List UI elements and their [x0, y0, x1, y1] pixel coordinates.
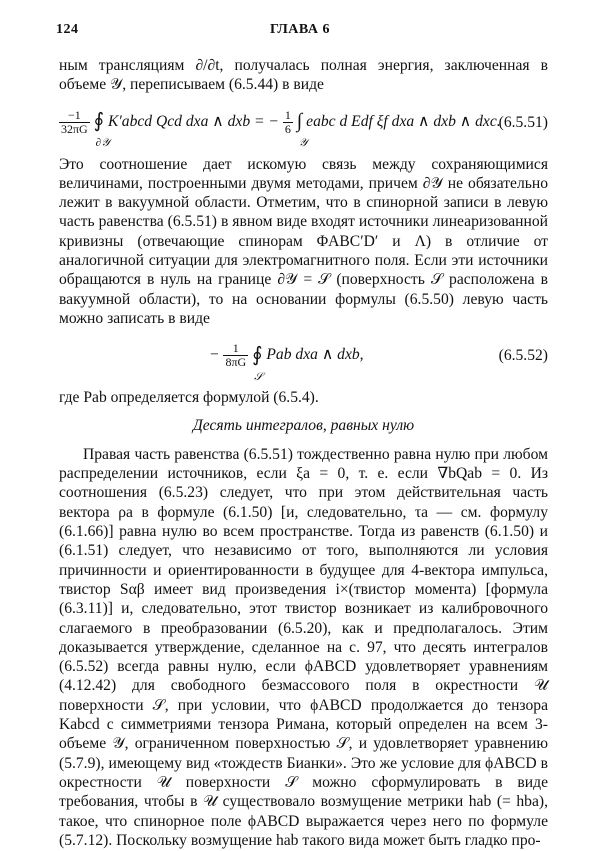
fraction-rhs: $\frac{1}{6}$ [284, 107, 291, 136]
equation-formula [59, 107, 501, 150]
equation-formula [209, 341, 364, 384]
equation-body: Pab dxa ∧ dxb, [266, 346, 364, 364]
chapter-title: ГЛАВА 6 [270, 22, 330, 37]
equation-6-5-52 [59, 334, 548, 384]
contour-integral-icon: ∮ 𝒮 [252, 344, 263, 384]
equation-lhs-body: K′abcd Qcd dxa ∧ dxb = − [107, 112, 279, 130]
paragraph-main: Правая часть равенства (6.5.51) тождественно равна нулю при любом распределении источников, если ξa = 0, т. е. если ∇bQab = 0. Из соотношения (6.5.23) следует, что при этом действительная часть вектора ρa в формуле (6.1.50) [и, следовательно, τa — см. формулу (6.1.66)] равна нулю во всем пространстве. Тогда из равенств (6.1.50) и (6.1.51) следует, что независимо от того, выполняются ли условия причинности и ориентированности в будущее для 4-вектора импульса, твистор Sαβ имеет вид произведения i×(твистор момента) [формула (6.3.11)] и, следовательно, этот твистор возникает из калибровочного слагаемого в преобразовании (6.5.20), как и предполагалось. Этим доказывается утверждение, сделанное на с. 97, что десять интегралов (6.5.52) всегда равны нулю, если ϕABCD удовлетворяет уравнениям (4.12.42) для свободного безмассового поля в окрестности 𝒰 поверхности 𝒮, при условии, что ϕABCD продолжается до тензора Kabcd с симметриями тензора Римана, который определен на всем 3-объеме 𝒴, ограниченном поверхностью 𝒮, и удовлетворяет уравнению (5.7.9), имеющему вид «тождеств Бианки». Это же условие для ϕABCD в окрестности 𝒰 поверхности 𝒮 можно сформулировать в виде требования, чтобы в 𝒰 существовало возмущение метрики hab (= hba), такое, что спинорное поле ϕABCD выражается через него по формуле (5.7.12). Поскольку возмущение hab такого вида может быть гладко про- [59, 445, 548, 849]
page-body [59, 56, 548, 850]
paragraph-definition: где Pab определяется формулой (6.5.4). [59, 389, 319, 407]
contour-integral-icon: ∮ ∂𝒴 [93, 110, 110, 150]
equation-rhs-body: eabc d Edf ξf dxa ∧ dxb ∧ dxc. [306, 112, 501, 130]
equation-6-5-51 [59, 101, 548, 150]
equation-number: (6.5.52) [498, 347, 548, 365]
paragraph-intro: ным трансляциям ∂/∂t, получалась полная энергия, заключенная в объеме 𝒴, переписываем (6.5.44) в виде [59, 57, 548, 94]
section-title: Десять интегралов, равных нулю [192, 416, 415, 434]
paragraph-relation: Это соотношение дает искомую связь между сохраняющимися величинами, построенными двумя методами, причем ∂𝒴 не обязательно лежит в вакуумной области. Отметим, что в спинорной записи в левую часть равенства (6.5.51) в явном виде входят источники линеаризованной кривизны (отвечающие спинорам ΦABC′D′ и Λ) в отличие от аналогичной ситуации для электромагнитного поля. Если эти источники обращаются в нуль на границе ∂𝒴 = 𝒮 (поверхность 𝒮 расположена в вакуумной области), то на основании формулы (6.5.50) левую часть можно записать в виде [59, 155, 548, 327]
equation-prefix: − [209, 346, 220, 364]
fraction: $\frac{1}{8\pi G}$ [225, 341, 247, 370]
fraction-lhs: $\frac{-1}{32\pi G}$ [61, 107, 88, 136]
page-number: 124 [56, 22, 79, 37]
integral-icon: ∫ 𝒴 [296, 110, 308, 150]
equation-number: (6.5.51) [498, 113, 548, 131]
page-header [56, 22, 544, 42]
